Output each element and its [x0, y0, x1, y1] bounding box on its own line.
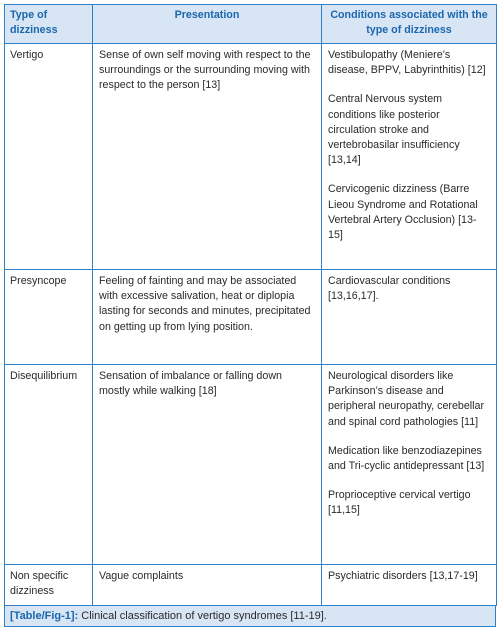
cell-presentation: Sense of own self moving with respect to the surroundings or the surrounding moving with respect to the person [13] [93, 44, 322, 270]
table-row [5, 270, 497, 365]
cell-type: Presyncope [5, 270, 93, 365]
cell-conditions [322, 44, 497, 270]
condition-item: Neurological disorders like Parkinson’s disease and peripheral neuropathy, cerebellar and spinal cord pathologies [11] [328, 370, 485, 428]
table-row [5, 365, 497, 565]
vertigo-classification-table [4, 4, 497, 606]
caption-text: Clinical classification of vertigo syndromes [11-19]. [78, 610, 327, 623]
caption-label: [Table/Fig-1]: [10, 610, 79, 623]
condition-item: Proprioceptive cervical vertigo [11,15] [328, 489, 471, 517]
table-row [5, 44, 497, 270]
header-presentation: Presentation [93, 5, 322, 44]
table-row [5, 565, 497, 606]
cell-conditions [322, 565, 497, 606]
table-figure [4, 4, 496, 627]
cell-presentation: Vague complaints [93, 565, 322, 606]
condition-item: Psychiatric disorders [13,17-19] [328, 570, 478, 582]
cell-conditions [322, 365, 497, 565]
condition-item: Medication like benzodiazepines and Tri-cyclic antidepressant [13] [328, 444, 485, 473]
condition-item: Cervicogenic dizziness (Barre Lieou Syndrome and Rotational Vertebral Artery Occlusion) [13-15] [328, 183, 478, 242]
condition-item: Vestibulopathy (Meniere’s disease, BPPV, Labyrinthitis) [12] [328, 49, 486, 77]
cell-type: Non specific dizziness [5, 565, 93, 606]
cell-type: Vertigo [5, 44, 93, 270]
cell-type: Disequilibrium [5, 365, 93, 565]
header-conditions: Conditions associated with the type of dizziness [322, 5, 497, 44]
header-type: Type of dizziness [5, 5, 93, 44]
table-header-row [5, 5, 497, 44]
condition-item: Cardiovascular conditions [13,16,17]. [328, 275, 451, 303]
condition-item: Central Nervous system conditions like posterior circulation stroke and vertebrobasilar insufficiency [13,14] [328, 93, 460, 167]
cell-conditions [322, 270, 497, 365]
table-caption [4, 606, 496, 627]
cell-presentation: Feeling of fainting and may be associated with excessive salivation, heat or diplopia lasting for seconds and minutes, precipitated on getting up from lying position. [93, 270, 322, 365]
cell-presentation: Sensation of imbalance or falling down mostly while walking [18] [93, 365, 322, 565]
